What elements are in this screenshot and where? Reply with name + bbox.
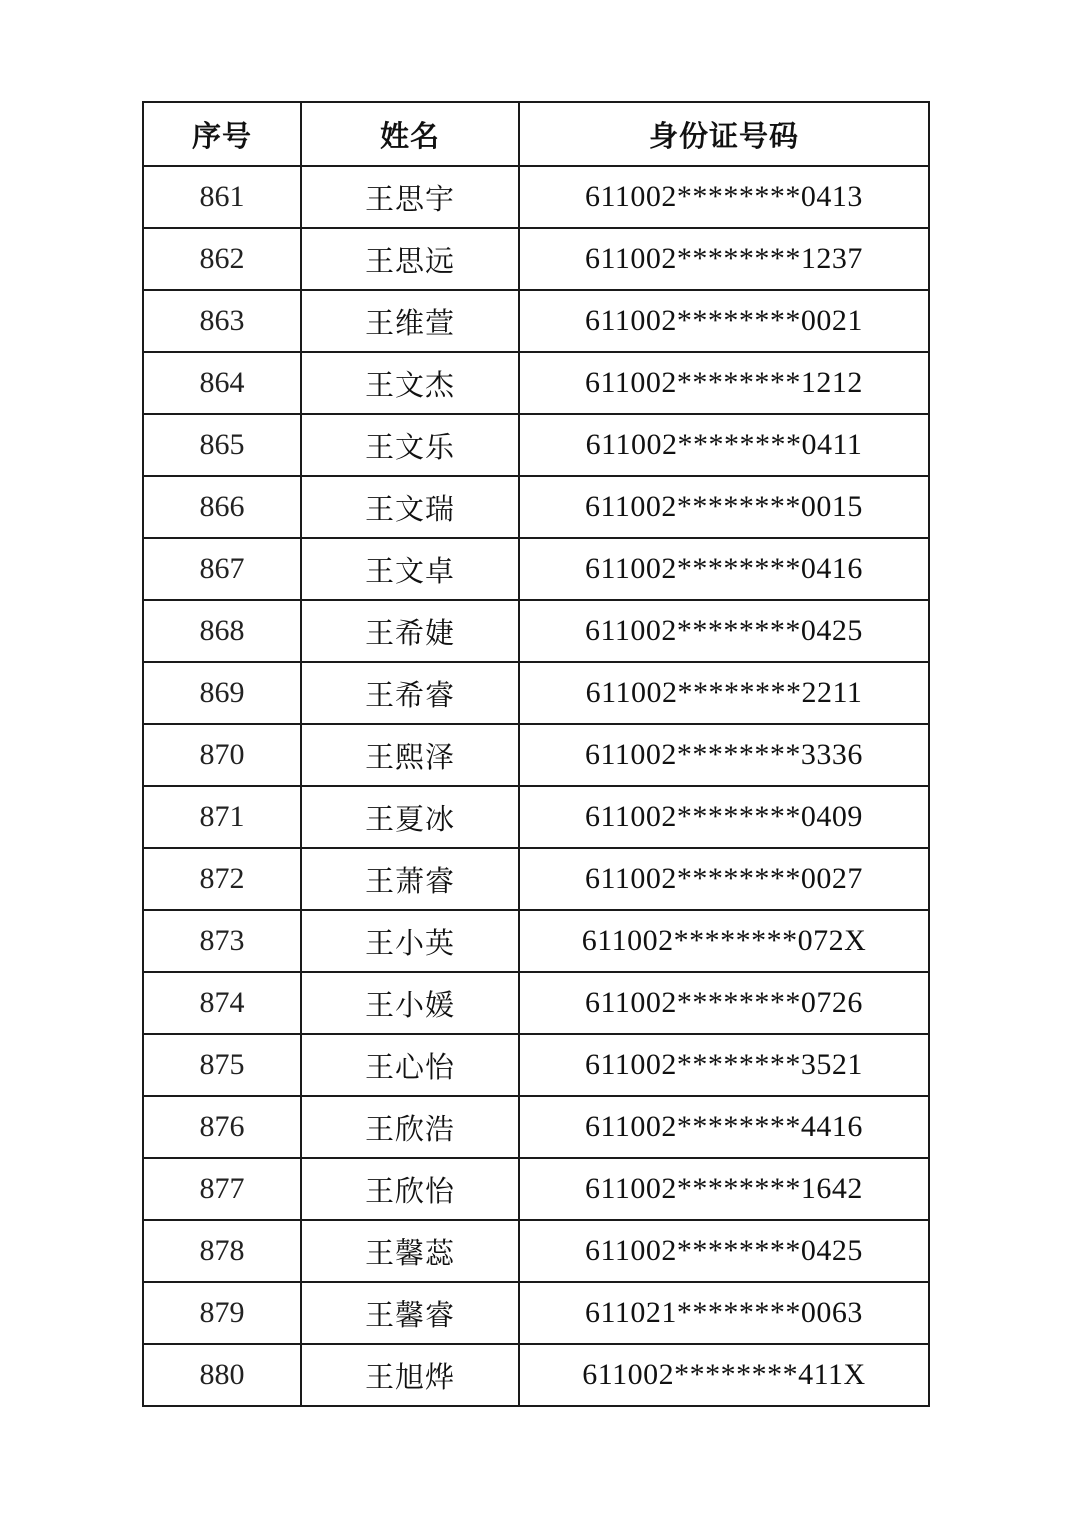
table-row bbox=[143, 1344, 929, 1406]
name-cell: 王思宇 bbox=[301, 166, 519, 228]
id-number-cell: 611002********0416 bbox=[519, 538, 929, 600]
id-number-cell: 611002********0027 bbox=[519, 848, 929, 910]
seq-cell: 873 bbox=[143, 910, 301, 972]
table-row bbox=[143, 352, 929, 414]
seq-cell: 868 bbox=[143, 600, 301, 662]
table-row bbox=[143, 1034, 929, 1096]
id-number-cell: 611002********0425 bbox=[519, 1220, 929, 1282]
seq-cell: 879 bbox=[143, 1282, 301, 1344]
id-number-cell: 611002********411X bbox=[519, 1344, 929, 1406]
seq-cell: 878 bbox=[143, 1220, 301, 1282]
table-row bbox=[143, 414, 929, 476]
id-number-cell: 611002********3521 bbox=[519, 1034, 929, 1096]
name-cell: 王维萱 bbox=[301, 290, 519, 352]
seq-cell: 865 bbox=[143, 414, 301, 476]
name-cell: 王文乐 bbox=[301, 414, 519, 476]
seq-cell: 864 bbox=[143, 352, 301, 414]
name-cell: 王文杰 bbox=[301, 352, 519, 414]
table-body bbox=[143, 166, 929, 1406]
seq-cell: 866 bbox=[143, 476, 301, 538]
seq-cell: 874 bbox=[143, 972, 301, 1034]
id-number-cell: 611002********0411 bbox=[519, 414, 929, 476]
id-number-cell: 611002********0409 bbox=[519, 786, 929, 848]
table-row bbox=[143, 600, 929, 662]
seq-cell: 872 bbox=[143, 848, 301, 910]
id-number-cell: 611002********0015 bbox=[519, 476, 929, 538]
id-number-cell: 611002********072X bbox=[519, 910, 929, 972]
seq-cell: 862 bbox=[143, 228, 301, 290]
table-row bbox=[143, 1096, 929, 1158]
seq-cell: 880 bbox=[143, 1344, 301, 1406]
id-number-cell: 611002********1642 bbox=[519, 1158, 929, 1220]
name-cell: 王心怡 bbox=[301, 1034, 519, 1096]
table-header-row bbox=[143, 102, 929, 166]
name-cell: 王文卓 bbox=[301, 538, 519, 600]
table-row bbox=[143, 290, 929, 352]
header-id-number: 身份证号码 bbox=[519, 102, 929, 166]
name-cell: 王小媛 bbox=[301, 972, 519, 1034]
table-row bbox=[143, 228, 929, 290]
header-name: 姓名 bbox=[301, 102, 519, 166]
name-cell: 王萧睿 bbox=[301, 848, 519, 910]
id-number-cell: 611002********0021 bbox=[519, 290, 929, 352]
table-row bbox=[143, 786, 929, 848]
id-number-cell: 611002********0425 bbox=[519, 600, 929, 662]
table-row bbox=[143, 1220, 929, 1282]
seq-cell: 877 bbox=[143, 1158, 301, 1220]
name-cell: 王馨蕊 bbox=[301, 1220, 519, 1282]
id-number-cell: 611002********4416 bbox=[519, 1096, 929, 1158]
id-number-cell: 611002********1212 bbox=[519, 352, 929, 414]
name-cell: 王夏冰 bbox=[301, 786, 519, 848]
seq-cell: 871 bbox=[143, 786, 301, 848]
name-cell: 王文瑞 bbox=[301, 476, 519, 538]
seq-cell: 869 bbox=[143, 662, 301, 724]
id-number-cell: 611002********3336 bbox=[519, 724, 929, 786]
id-number-cell: 611002********0726 bbox=[519, 972, 929, 1034]
name-cell: 王欣怡 bbox=[301, 1158, 519, 1220]
id-number-cell: 611002********2211 bbox=[519, 662, 929, 724]
table-row bbox=[143, 724, 929, 786]
name-cell: 王希睿 bbox=[301, 662, 519, 724]
roster-table bbox=[142, 101, 930, 1407]
id-number-cell: 611002********1237 bbox=[519, 228, 929, 290]
table-row bbox=[143, 910, 929, 972]
table-row bbox=[143, 166, 929, 228]
table-row bbox=[143, 972, 929, 1034]
table-row bbox=[143, 1158, 929, 1220]
name-cell: 王思远 bbox=[301, 228, 519, 290]
seq-cell: 861 bbox=[143, 166, 301, 228]
seq-cell: 870 bbox=[143, 724, 301, 786]
name-cell: 王希婕 bbox=[301, 600, 519, 662]
table-row bbox=[143, 476, 929, 538]
id-number-cell: 611002********0413 bbox=[519, 166, 929, 228]
seq-cell: 875 bbox=[143, 1034, 301, 1096]
table-row bbox=[143, 1282, 929, 1344]
name-cell: 王馨睿 bbox=[301, 1282, 519, 1344]
seq-cell: 867 bbox=[143, 538, 301, 600]
name-cell: 王熙泽 bbox=[301, 724, 519, 786]
name-cell: 王小英 bbox=[301, 910, 519, 972]
seq-cell: 876 bbox=[143, 1096, 301, 1158]
name-cell: 王欣浩 bbox=[301, 1096, 519, 1158]
table-row bbox=[143, 662, 929, 724]
name-cell: 王旭烨 bbox=[301, 1344, 519, 1406]
table-row bbox=[143, 538, 929, 600]
table-row bbox=[143, 848, 929, 910]
id-number-cell: 611021********0063 bbox=[519, 1282, 929, 1344]
header-seq: 序号 bbox=[143, 102, 301, 166]
seq-cell: 863 bbox=[143, 290, 301, 352]
